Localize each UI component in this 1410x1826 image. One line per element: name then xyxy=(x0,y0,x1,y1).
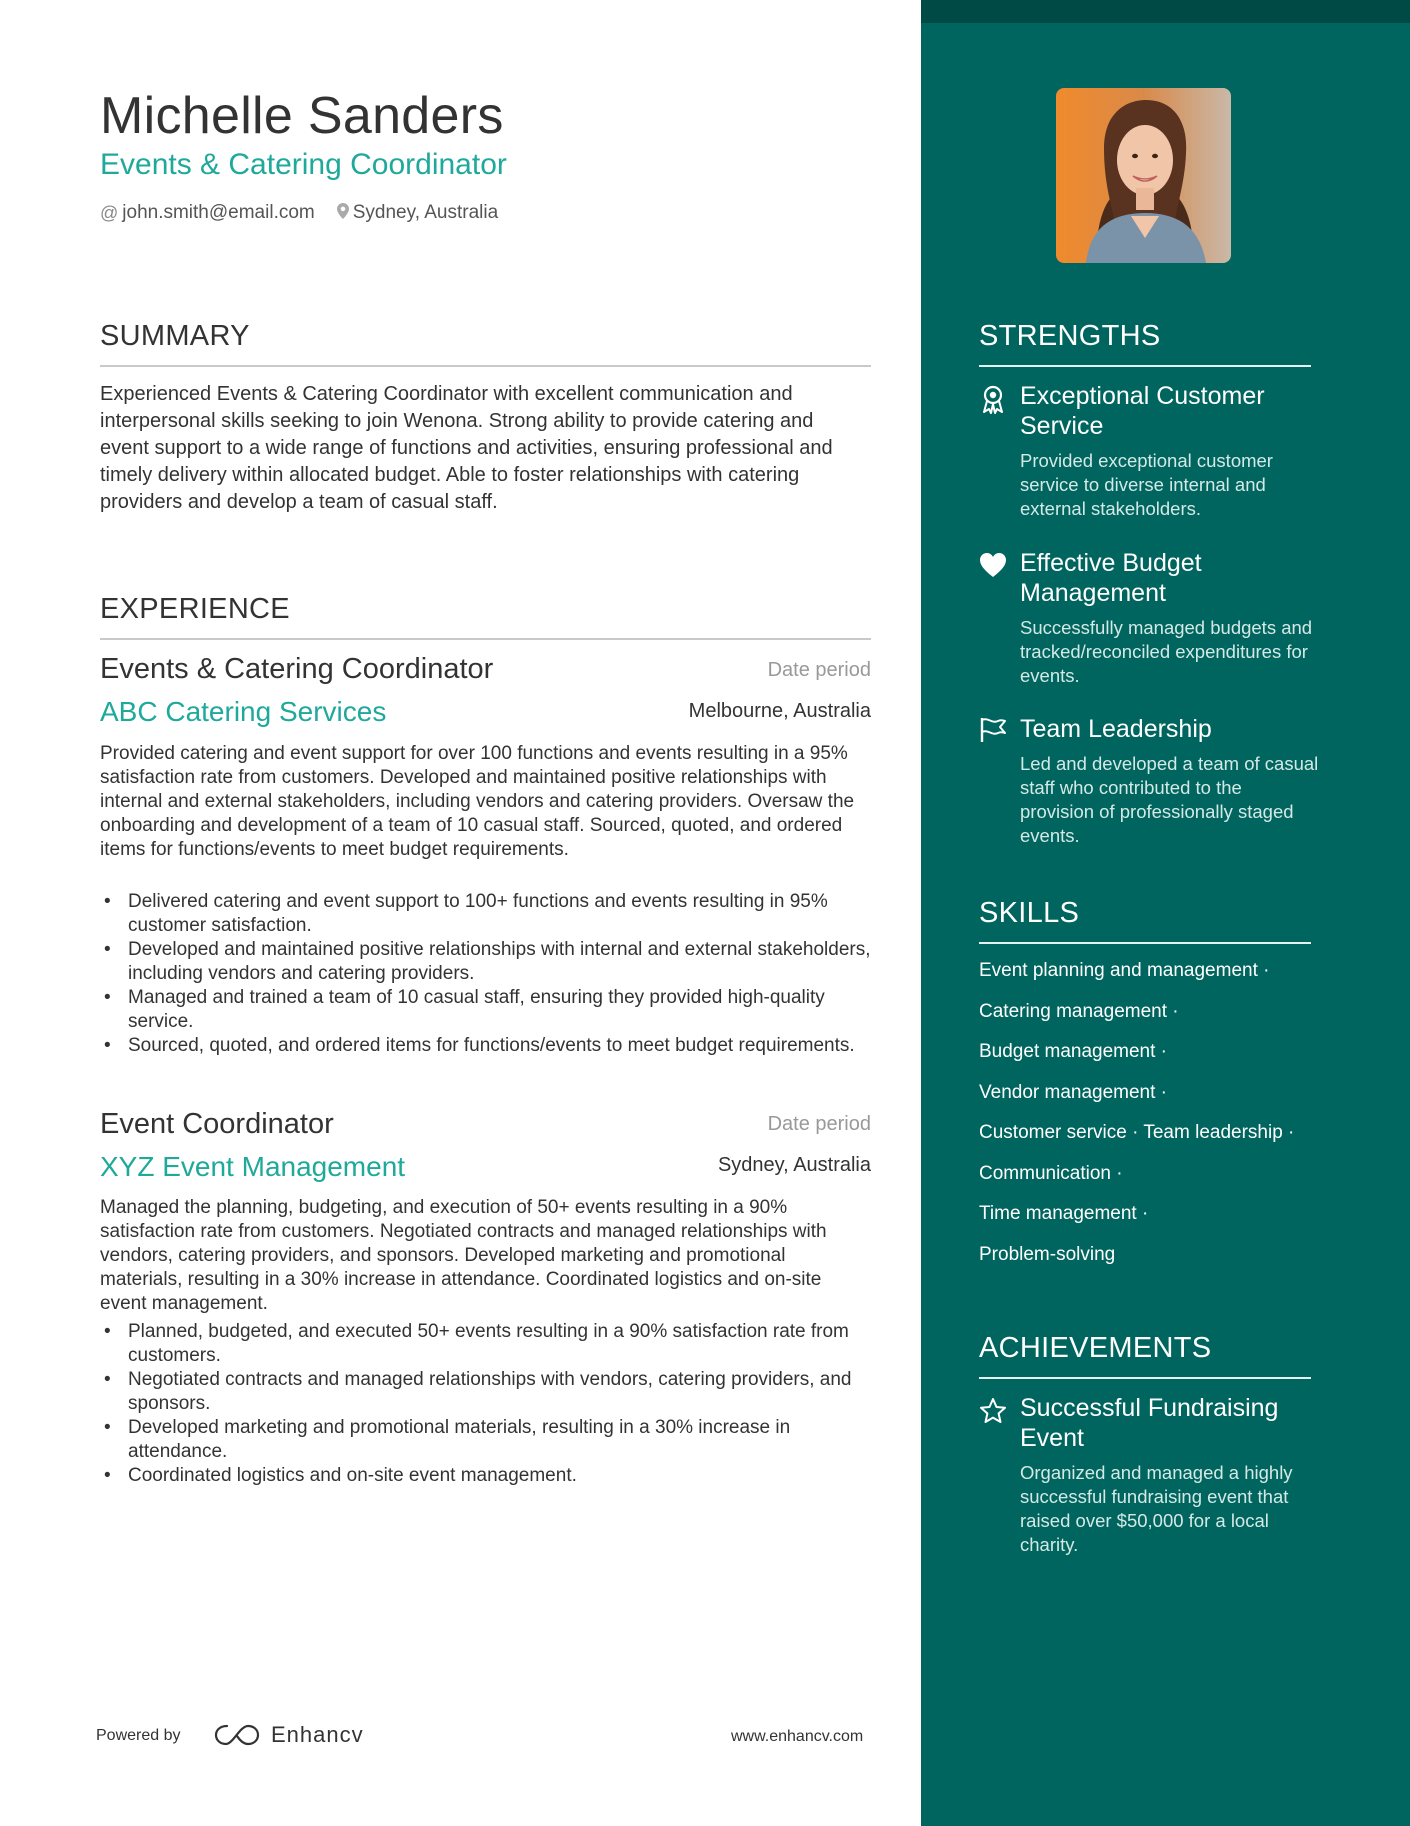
job-bullets xyxy=(100,1320,872,1488)
skills-heading: SKILLS xyxy=(979,897,1080,929)
enhancv-logo[interactable] xyxy=(213,1722,364,1748)
achievement-description: Organized and managed a highly successful fundraising event that raised over $50,000 for a local charity. xyxy=(1020,1462,1293,1555)
strength-name: Exceptional Customer Service xyxy=(1020,382,1265,440)
heart-icon xyxy=(979,552,1007,580)
sidebar-top-bar xyxy=(921,0,1410,23)
contact-line xyxy=(100,202,498,224)
avatar xyxy=(1056,88,1231,263)
list-item: • Negotiated contracts and managed relationships with vendors, catering providers, and sponsors. xyxy=(100,1368,872,1416)
strength-description: Provided exceptional customer service to diverse internal and external stakeholders. xyxy=(1020,450,1273,519)
strengths-divider xyxy=(979,365,1311,367)
skill-item: Event planning and management · xyxy=(979,960,1270,981)
summary-divider xyxy=(100,365,871,367)
job-role: Events & Catering Coordinator xyxy=(100,653,494,685)
skill-item: Communication · xyxy=(979,1163,1123,1184)
job-company: XYZ Event Management xyxy=(100,1151,406,1182)
strength-name: Effective Budget Management xyxy=(1020,549,1202,607)
job-role: Event Coordinator xyxy=(100,1108,334,1140)
location-pin-icon xyxy=(337,203,349,224)
achievements-divider xyxy=(979,1377,1311,1379)
job-date: Date period xyxy=(767,659,871,681)
job-description: Managed the planning, budgeting, and execution of 50+ events resulting in a 90% satisfaction rate from customers. Negotiated contracts and managed relationships with vendors, catering providers, and sponsors. Developed marketing and promotional materials, resulting in a 30% increase in attendance. Coordinated logistics and on-site event management. xyxy=(100,1197,827,1314)
award-icon xyxy=(979,384,1007,412)
strength-description: Successfully managed budgets and tracked/reconciled expenditures for events. xyxy=(1020,617,1313,686)
job-location: Melbourne, Australia xyxy=(688,700,871,722)
achievement-name: Successful Fundraising Event xyxy=(1020,1394,1279,1452)
job-description: Provided catering and event support for over 100 functions and events resulting in a 95% satisfaction rate from customers. Developed and maintained positive relationships with internal and external stakeholders, including vendors and catering providers. Oversaw the onboarding and development of a team of 10 casual staff. Sourced, quoted, and ordered items for functions/events to meet budget requirements. xyxy=(100,743,855,860)
candidate-title: Events & Catering Coordinator xyxy=(100,148,507,181)
job-location: Sydney, Australia xyxy=(717,1154,871,1176)
job-bullets xyxy=(100,890,872,1058)
experience-divider xyxy=(100,638,871,640)
experience-heading: EXPERIENCE xyxy=(100,593,290,625)
skill-item: Catering management · xyxy=(979,1001,1179,1022)
skill-item: Vendor management · xyxy=(979,1082,1168,1103)
brand-name: Enhancv xyxy=(271,1722,364,1747)
list-item: • Coordinated logistics and on-site event management. xyxy=(100,1464,872,1488)
star-icon xyxy=(979,1397,1007,1425)
list-item: • Delivered catering and event support to 100+ functions and events resulting in 95% customer satisfaction. xyxy=(100,890,872,938)
footer-url[interactable]: www.enhancv.com xyxy=(731,1728,864,1745)
job-company: ABC Catering Services xyxy=(100,696,387,727)
achievements-heading: ACHIEVEMENTS xyxy=(979,1332,1212,1364)
infinity-logo-icon xyxy=(213,1722,261,1748)
list-item: • Managed and trained a team of 10 casual staff, ensuring they provided high-quality service. xyxy=(100,986,872,1034)
skills-divider xyxy=(979,942,1311,944)
list-item: • Developed and maintained positive relationships with internal and external stakeholders, including vendors and catering providers. xyxy=(100,938,872,986)
skill-item: Customer service · Team leadership · xyxy=(979,1122,1295,1143)
strength-description: Led and developed a team of casual staff who contributed to the provision of professionally staged events. xyxy=(1020,753,1319,846)
list-item: • Sourced, quoted, and ordered items for functions/events to meet budget requirements. xyxy=(100,1034,872,1058)
summary-text: Experienced Events & Catering Coordinator with excellent communication and interpersonal skills seeking to join Wenona. Strong ability to provide catering and event support to a wide range of functions and activities, ensuring professional and timely delivery within allocated budget. Able to foster relationships with catering providers and develop a team of casual staff. xyxy=(100,383,833,513)
skill-item: Budget management · xyxy=(979,1041,1168,1062)
strengths-heading: STRENGTHS xyxy=(979,320,1161,352)
email-text[interactable]: john.smith@email.com xyxy=(122,202,315,223)
at-icon: @ xyxy=(100,202,119,223)
job-date: Date period xyxy=(767,1113,871,1135)
list-item: • Planned, budgeted, and executed 50+ events resulting in a 90% satisfaction rate from customers. xyxy=(100,1320,872,1368)
location-text: Sydney, Australia xyxy=(352,202,499,223)
strength-name: Team Leadership xyxy=(1020,715,1212,743)
skill-item: Time management · xyxy=(979,1203,1149,1224)
powered-by-label: Powered by xyxy=(96,1727,181,1744)
list-item: • Developed marketing and promotional materials, resulting in a 30% increase in attendance. xyxy=(100,1416,872,1464)
candidate-name: Michelle Sanders xyxy=(100,87,504,145)
flag-icon xyxy=(979,717,1007,745)
summary-heading: SUMMARY xyxy=(100,320,250,352)
sidebar xyxy=(921,0,1410,1826)
skill-item: Problem-solving xyxy=(979,1244,1116,1265)
